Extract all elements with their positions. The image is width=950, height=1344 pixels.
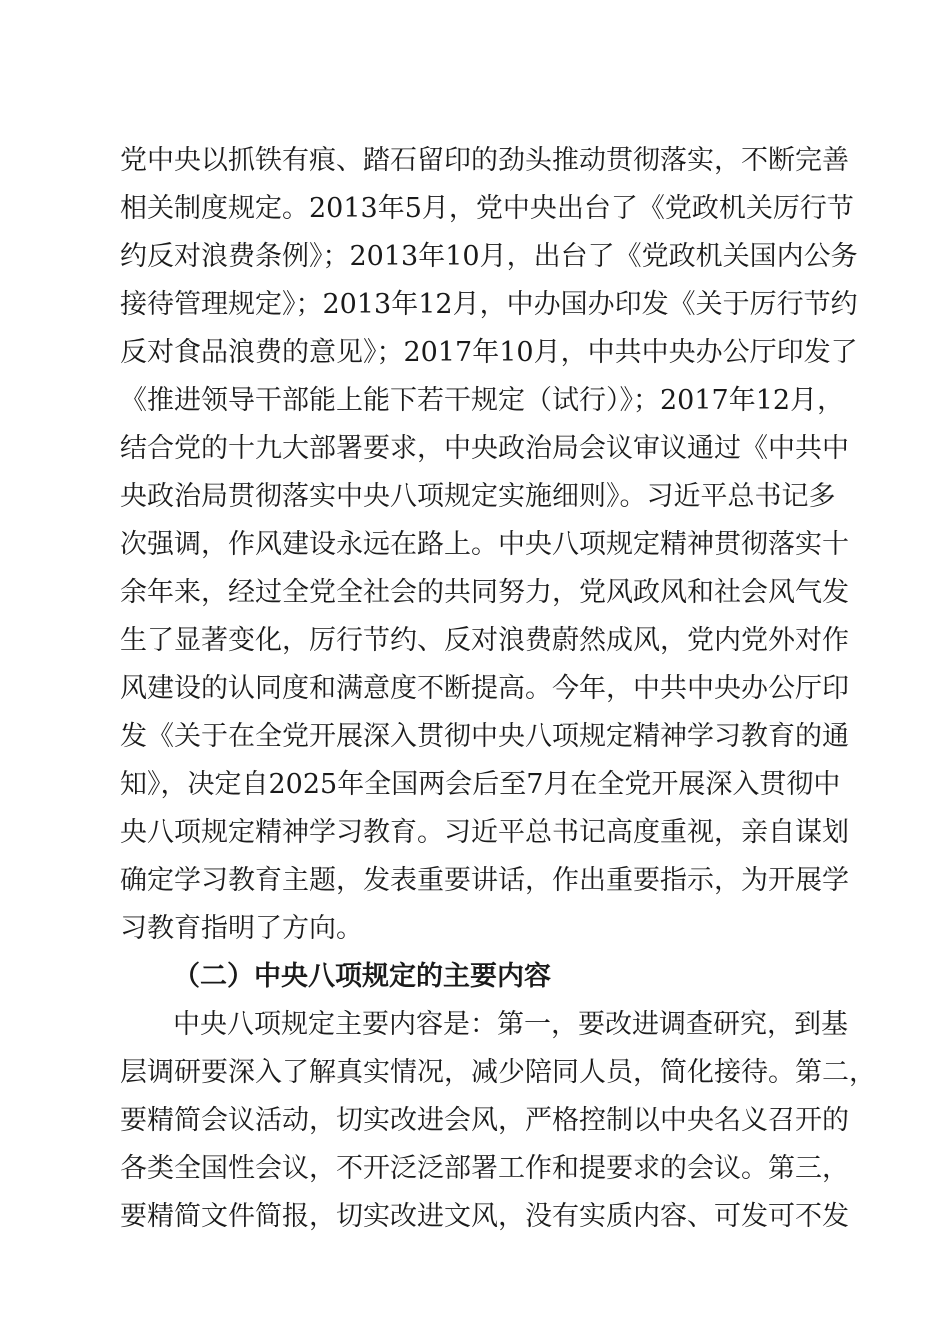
- paragraph-line: 约反对浪费条例》；2013年10月，出台了《党政机关国内公务: [120, 241, 858, 272]
- paragraph-line: 相关制度规定。2013年5月，党中央出台了《党政机关厉行节: [120, 193, 854, 224]
- paragraph-line: 要精简会议活动，切实改进会风，严格控制以中央名义召开的: [120, 1105, 849, 1136]
- paragraph-line: 确定学习教育主题，发表重要讲话，作出重要指示，为开展学: [120, 865, 849, 896]
- paragraph-line: 生了显著变化，厉行节约、反对浪费蔚然成风，党内党外对作: [120, 625, 849, 656]
- paragraph-line: 《推进领导干部能上能下若干规定（试行）》；2017年12月，: [120, 385, 845, 416]
- paragraph-line: 要精简文件简报，切实改进文风，没有实质内容、可发可不发: [120, 1201, 849, 1232]
- paragraph-line: 风建设的认同度和满意度不断提高。今年，中共中央办公厅印: [120, 673, 849, 704]
- paragraph-line: 发《关于在全党开展深入贯彻中央八项规定精神学习教育的通: [120, 721, 849, 752]
- paragraph-line: 余年来，经过全党全社会的共同努力，党风政风和社会风气发: [120, 577, 849, 608]
- paragraph-line: 次强调，作风建设永远在路上。中央八项规定精神贯彻落实十: [120, 529, 849, 560]
- paragraph-line: 中央八项规定主要内容是：第一，要改进调查研究，到基: [173, 1009, 848, 1040]
- paragraph-line: 央政治局贯彻落实中央八项规定实施细则》。习近平总书记多: [120, 481, 836, 512]
- paragraph-line: 各类全国性会议，不开泛泛部署工作和提要求的会议。第三，: [120, 1153, 849, 1184]
- paragraph-line: 央八项规定精神学习教育。习近平总书记高度重视，亲自谋划: [120, 817, 849, 848]
- paragraph-line: 习教育指明了方向。: [120, 913, 363, 944]
- section-heading: （二）中央八项规定的主要内容: [173, 961, 551, 992]
- paragraph-line: 接待管理规定》；2013年12月，中办国办印发《关于厉行节约: [120, 289, 858, 320]
- paragraph-line: 知》，决定自2025年全国两会后至7月在全党开展深入贯彻中: [120, 769, 841, 800]
- paragraph-line: 反对食品浪费的意见》；2017年10月，中共中央办公厅印发了: [120, 337, 858, 368]
- paragraph-line: 层调研要深入了解真实情况，减少陪同人员，简化接待。第二，: [120, 1057, 876, 1088]
- paragraph-line: 结合党的十九大部署要求，中央政治局会议审议通过《中共中: [120, 433, 849, 464]
- paragraph-line: 党中央以抓铁有痕、踏石留印的劲头推动贯彻落实，不断完善: [120, 145, 849, 176]
